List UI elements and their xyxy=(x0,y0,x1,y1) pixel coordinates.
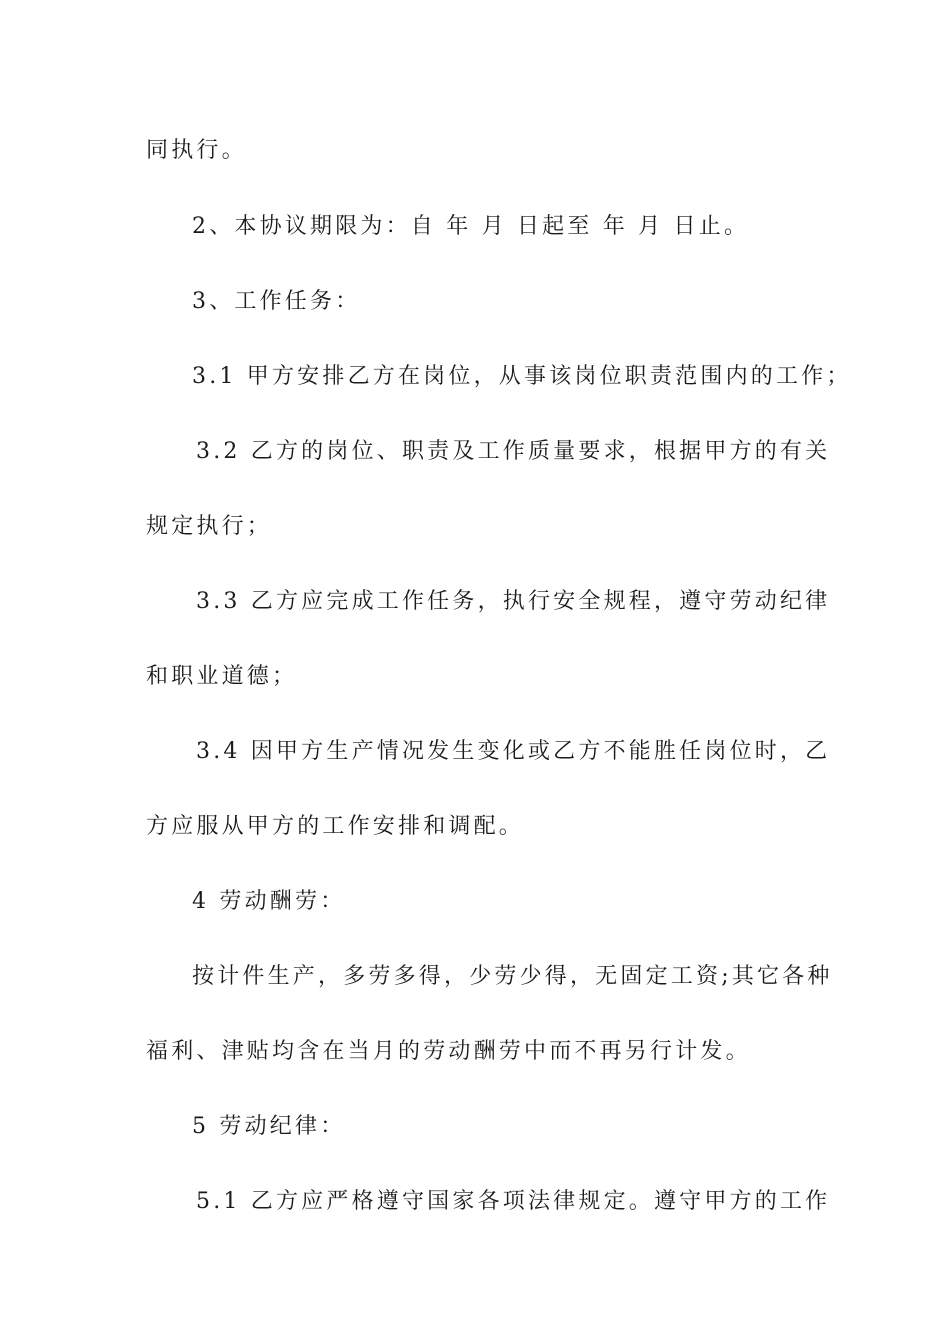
paragraph-line: 按计件生产，多劳多得，少劳少得，无固定工资;其它各种 xyxy=(192,964,833,989)
section-heading: 3、工作任务： xyxy=(192,289,361,314)
section-heading: 5 劳动纪律： xyxy=(192,1114,346,1139)
paragraph-line: 3.1 甲方安排乙方在岗位，从事该岗位职责范围内的工作； xyxy=(192,364,852,389)
paragraph-line: 3.4 因甲方生产情况发生变化或乙方不能胜任岗位时，乙 xyxy=(196,739,831,764)
paragraph-line: 3.2 乙方的岗位、职责及工作质量要求，根据甲方的有关 xyxy=(196,439,831,464)
paragraph-line: 5.1 乙方应严格遵守国家各项法律规定。遵守甲方的工作 xyxy=(196,1189,831,1214)
paragraph-line: 2、本协议期限为：自 年 月 日起至 年 月 日止。 xyxy=(192,214,750,239)
paragraph-line: 同执行。 xyxy=(146,138,247,163)
paragraph-line: 和职业道德； xyxy=(146,664,298,689)
paragraph-line: 福利、津贴均含在当月的劳动酬劳中而不再另行计发。 xyxy=(146,1039,751,1064)
paragraph-line: 规定执行； xyxy=(146,514,273,539)
paragraph-line: 3.3 乙方应完成工作任务，执行安全规程，遵守劳动纪律 xyxy=(196,589,831,614)
paragraph-line: 方应服从甲方的工作安排和调配。 xyxy=(146,814,525,839)
section-heading: 4 劳动酬劳： xyxy=(192,889,346,914)
